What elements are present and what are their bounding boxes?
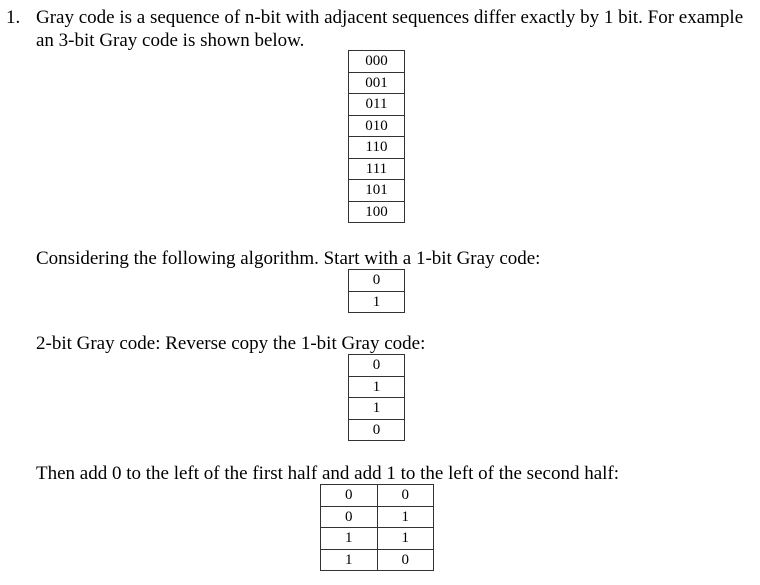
table-row: [321, 549, 434, 571]
table-cell: 1: [349, 376, 405, 398]
table-row: [349, 94, 405, 116]
table-row: [349, 180, 405, 202]
gray-code-1bit-table: [348, 269, 405, 313]
table-row: [349, 51, 405, 73]
table-cell: 0: [321, 506, 378, 528]
table-cell: 100: [349, 201, 405, 223]
table-row: [349, 201, 405, 223]
table-cell: 0: [377, 549, 434, 571]
table-row: [349, 419, 405, 441]
gray-code-3bit-table: [348, 50, 405, 223]
table-row: [349, 398, 405, 420]
table-cell: 101: [349, 180, 405, 202]
table-cell: 1: [321, 528, 378, 550]
table-row: [349, 115, 405, 137]
gray-code-2bit-table: [320, 484, 434, 571]
table-cell: 010: [349, 115, 405, 137]
step-1-text: Considering the following algorithm. Start with a 1-bit Gray code:: [36, 248, 541, 269]
table-cell: 0: [349, 419, 405, 441]
table-cell: 111: [349, 158, 405, 180]
table-cell: 000: [349, 51, 405, 73]
table-row: [321, 485, 434, 507]
table-row: [349, 270, 405, 292]
table-cell: 110: [349, 137, 405, 159]
table-cell: 0: [321, 485, 378, 507]
table-row: [349, 72, 405, 94]
table-row: [349, 376, 405, 398]
table-row: [349, 137, 405, 159]
table-cell: 0: [349, 270, 405, 292]
table-row: [349, 158, 405, 180]
list-number: 1.: [6, 7, 21, 28]
table-cell: 1: [377, 506, 434, 528]
table-cell: 1: [349, 291, 405, 313]
table-cell: 0: [349, 355, 405, 377]
table-cell: 1: [349, 398, 405, 420]
table-cell: 0: [377, 485, 434, 507]
table-row: [321, 528, 434, 550]
table-cell: 001: [349, 72, 405, 94]
table-row: [349, 355, 405, 377]
intro-line-2: an 3-bit Gray code is shown below.: [36, 30, 305, 51]
step-2-text: 2-bit Gray code: Reverse copy the 1-bit Gray code:: [36, 333, 426, 354]
step-3-text: Then add 0 to the left of the first half and add 1 to the left of the second half:: [36, 463, 620, 484]
reverse-copy-table: [348, 354, 405, 441]
table-row: [321, 506, 434, 528]
table-row: [349, 291, 405, 313]
table-cell: 1: [321, 549, 378, 571]
intro-line-1: Gray code is a sequence of n-bit with adjacent sequences differ exactly by 1 bit. For example: [36, 7, 744, 28]
table-cell: 011: [349, 94, 405, 116]
table-cell: 1: [377, 528, 434, 550]
